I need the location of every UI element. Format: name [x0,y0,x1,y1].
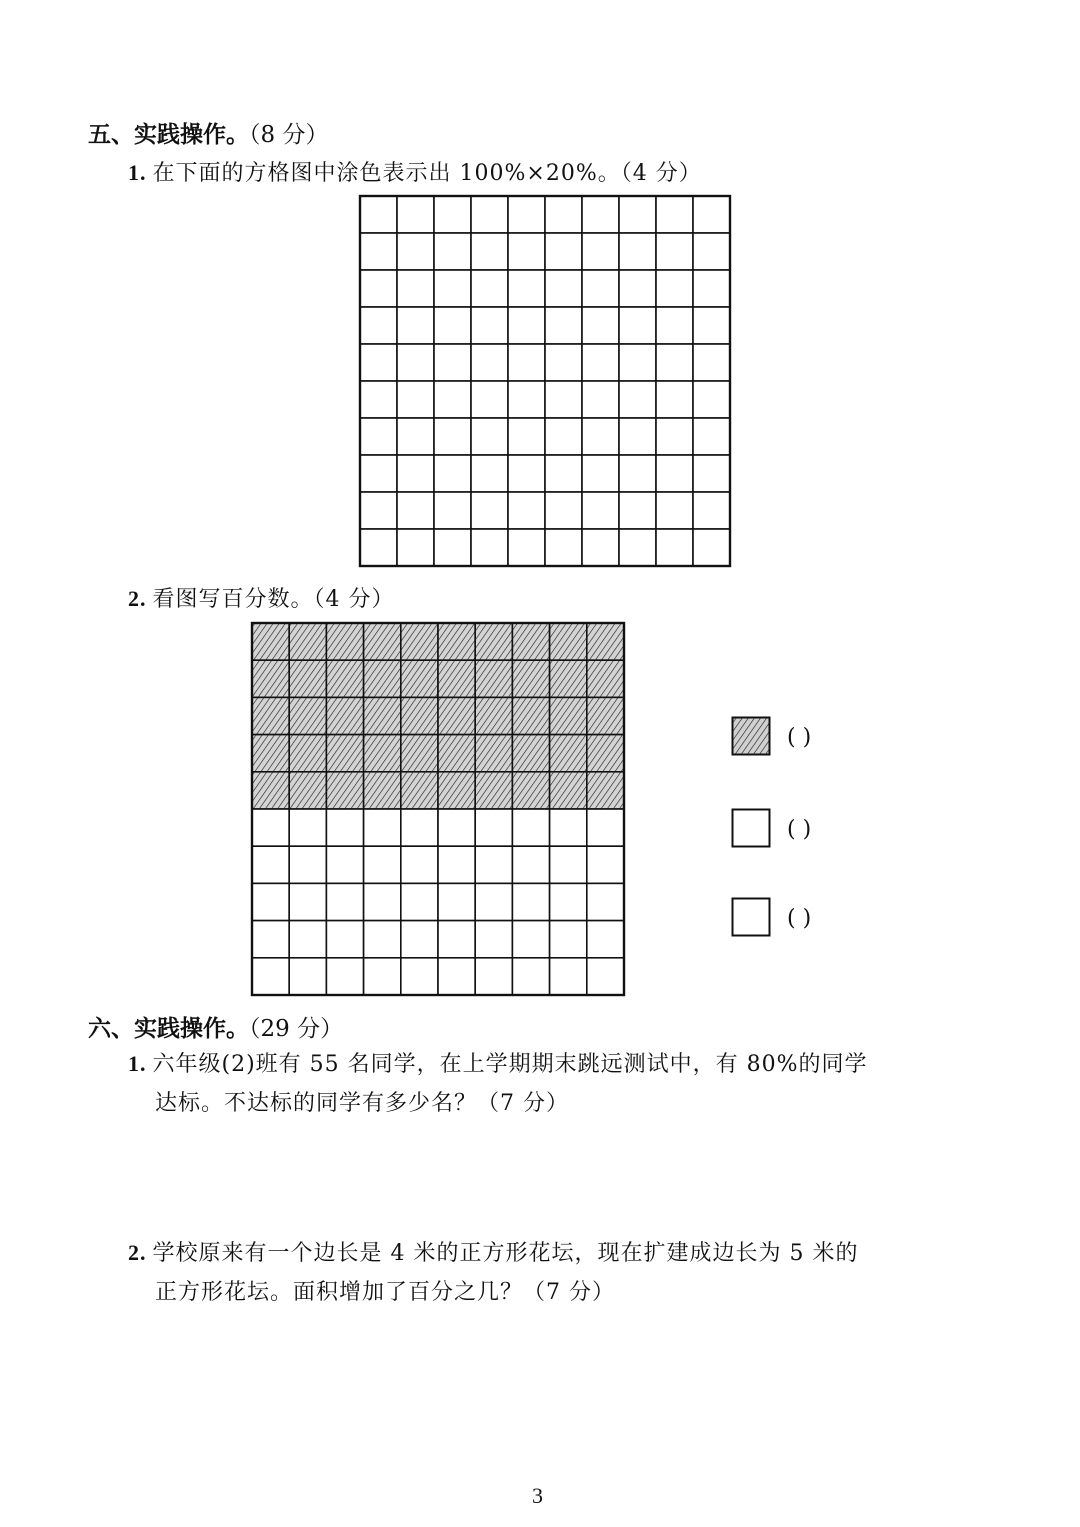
grid-cell[interactable] [656,381,693,418]
grid-cell [438,846,475,883]
question-text-line-1: 六年级(2)班有 55 名同学，在上学期期末跳远测试中，有 80%的同学 [152,1052,868,1077]
grid-cell[interactable] [397,270,434,307]
grid-cell[interactable] [508,455,545,492]
grid-cell[interactable] [434,455,471,492]
grid-cell [475,846,512,883]
grid-cell[interactable] [545,418,582,455]
grid-cell-shaded [587,697,624,734]
grid-cell-shaded [401,735,438,772]
legend-answer-1[interactable]: ( ) [787,725,812,750]
grid-cell[interactable] [397,381,434,418]
grid-cell-shaded [364,623,401,660]
section-6-title [88,1010,343,1043]
grid-cell[interactable] [619,529,656,566]
grid-cell [512,883,549,920]
grid-cell[interactable] [508,492,545,529]
grid-cell [475,883,512,920]
grid-cell-shaded [364,735,401,772]
grid-cell[interactable] [508,196,545,233]
grid-cell[interactable] [434,418,471,455]
grid-cell [364,809,401,846]
grid-cell[interactable] [619,418,656,455]
grid-cell[interactable] [656,418,693,455]
grid-cell[interactable] [434,344,471,381]
grid-cell[interactable] [508,307,545,344]
grid-cell[interactable] [471,418,508,455]
question-text-line-2: 正方形花坛。面积增加了百分之几？（7 分） [155,1280,615,1305]
grid-cell-shaded [401,697,438,734]
grid-cell[interactable] [545,381,582,418]
grid-cell [289,809,326,846]
grid-cell [326,809,363,846]
grid-cell[interactable] [471,344,508,381]
grid-cell [550,846,587,883]
grid-cell[interactable] [434,492,471,529]
grid-cell[interactable] [582,344,619,381]
grid-cell [550,883,587,920]
grid-cell[interactable] [545,233,582,270]
grid-cell[interactable] [582,492,619,529]
grid-cell-shaded [438,697,475,734]
grid-cell-shaded [475,660,512,697]
grid-cell [252,846,289,883]
grid-cell[interactable] [656,529,693,566]
grid-cell-shaded [289,660,326,697]
grid-cell-shaded [550,697,587,734]
grid-cell[interactable] [397,196,434,233]
legend-swatch-blank [731,808,773,850]
grid-cell-shaded [252,772,289,809]
grid-cell[interactable] [545,270,582,307]
grid-cell[interactable] [656,196,693,233]
grid-cell[interactable] [471,529,508,566]
grid-cell [326,921,363,958]
grid-cell-shaded [587,623,624,660]
grid-cell[interactable] [508,418,545,455]
grid-cell[interactable] [582,196,619,233]
grid-cell-shaded [438,735,475,772]
question-5-2 [128,582,395,613]
grid-cell-shaded [252,697,289,734]
grid-cell[interactable] [434,233,471,270]
grid-cell-shaded [438,772,475,809]
grid-cell[interactable] [360,233,397,270]
grid-cell-shaded [289,623,326,660]
grid-cell [326,883,363,920]
question-6-1 [128,1047,868,1078]
grid-cell[interactable] [397,307,434,344]
legend-swatch-hatched [731,716,773,758]
question-text-line-1: 学校原来有一个边长是 4 米的正方形花坛，现在扩建成边长为 5 米的 [152,1241,859,1266]
grid-cell[interactable] [545,455,582,492]
grid-cell[interactable] [582,307,619,344]
grid-cell [401,921,438,958]
grid-cell-shaded [289,735,326,772]
grid-cell[interactable] [693,307,730,344]
grid-cell[interactable] [656,307,693,344]
grid-cell [550,958,587,995]
grid-cell-shaded [252,660,289,697]
grid-cell [364,883,401,920]
grid-cell[interactable] [360,270,397,307]
question-text: 在下面的方格图中涂色表示出 100%×20%。（4 分） [152,161,702,186]
grid-cell[interactable] [693,381,730,418]
grid-cell [289,958,326,995]
grid-cell-shaded [512,735,549,772]
question-text-line-2: 达标。不达标的同学有多少名？（7 分） [155,1091,569,1116]
grid-cell[interactable] [656,344,693,381]
grid-cell [512,921,549,958]
grid-cell[interactable] [619,233,656,270]
grid-cell[interactable] [397,455,434,492]
grid-cell [587,883,624,920]
grid-cell[interactable] [693,233,730,270]
grid-cell [438,883,475,920]
grid-cell-shaded [326,623,363,660]
grid-cell[interactable] [434,196,471,233]
grid-cell-shaded [401,660,438,697]
grid-cell[interactable] [508,344,545,381]
shaded-grid-10x10 [250,621,626,999]
grid-cell[interactable] [693,344,730,381]
grid-cell-shaded [550,772,587,809]
section-5-title [88,116,328,149]
grid-cell [364,958,401,995]
section-6-heading: 六、实践操作。 [88,1016,249,1042]
section-5-points: （8 分） [249,122,329,148]
grid-cell[interactable] [434,307,471,344]
grid-cell [512,958,549,995]
grid-cell-shaded [475,772,512,809]
grid-cell [587,958,624,995]
grid-cell[interactable] [693,270,730,307]
grid-cell-shaded [438,623,475,660]
grid-cell-shaded [512,697,549,734]
grid-cell [550,921,587,958]
legend-answer-2[interactable]: ( ) [787,817,812,842]
grid-cell-shaded [438,660,475,697]
grid-cell[interactable] [582,233,619,270]
grid-cell[interactable] [397,344,434,381]
grid-cell-shaded [512,772,549,809]
grid-cell [252,883,289,920]
grid-cell-shaded [401,772,438,809]
grid-cell[interactable] [619,455,656,492]
grid-cell[interactable] [434,270,471,307]
grid-cell-shaded [512,623,549,660]
grid-cell[interactable] [397,529,434,566]
grid-cell [512,809,549,846]
question-number: 1. [128,160,147,185]
grid-cell-shaded [326,772,363,809]
grid-cell[interactable] [360,344,397,381]
grid-cell[interactable] [508,381,545,418]
question-number: 2. [128,1240,147,1265]
grid-cell[interactable] [471,307,508,344]
blank-grid-10x10[interactable] [358,194,732,570]
grid-cell[interactable] [619,307,656,344]
grid-cell[interactable] [656,455,693,492]
grid-cell[interactable] [360,196,397,233]
grid-cell[interactable] [360,307,397,344]
grid-cell-shaded [364,660,401,697]
grid-cell [252,921,289,958]
grid-cell[interactable] [434,529,471,566]
grid-cell [512,846,549,883]
grid-cell-shaded [289,772,326,809]
grid-cell[interactable] [545,307,582,344]
grid-cell-shaded [587,660,624,697]
grid-cell [289,883,326,920]
grid-cell [289,846,326,883]
grid-cell-shaded [587,735,624,772]
grid-cell[interactable] [471,492,508,529]
grid-cell[interactable] [619,270,656,307]
grid-cell-shaded [512,660,549,697]
grid-cell-shaded [475,697,512,734]
grid-cell[interactable] [582,270,619,307]
grid-cell-shaded [475,623,512,660]
grid-cell-shaded [550,735,587,772]
grid-cell[interactable] [693,455,730,492]
grid-cell-shaded [550,660,587,697]
question-5-1 [128,156,702,187]
grid-cell [401,846,438,883]
grid-cell-shaded [326,735,363,772]
grid-cell [475,958,512,995]
grid-cell-shaded [326,697,363,734]
grid-cell [475,809,512,846]
grid-cell[interactable] [397,492,434,529]
section-6-points: （29 分） [249,1016,344,1042]
grid-cell [587,846,624,883]
grid-cell [401,809,438,846]
grid-cell[interactable] [545,196,582,233]
grid-cell-shaded [550,623,587,660]
grid-cell-shaded [401,623,438,660]
grid-cell [401,883,438,920]
grid-cell[interactable] [434,381,471,418]
grid-cell[interactable] [471,381,508,418]
grid-cell[interactable] [508,529,545,566]
section-5-heading: 五、实践操作。 [88,122,249,148]
grid-cell[interactable] [619,196,656,233]
grid-cell[interactable] [693,196,730,233]
grid-cell [252,809,289,846]
grid-cell[interactable] [619,381,656,418]
grid-cell[interactable] [582,381,619,418]
grid-cell[interactable] [619,492,656,529]
grid-cell[interactable] [693,418,730,455]
grid-cell [326,846,363,883]
grid-cell [587,809,624,846]
grid-cell[interactable] [508,233,545,270]
grid-cell[interactable] [360,492,397,529]
grid-cell-shaded [289,697,326,734]
grid-cell[interactable] [508,270,545,307]
grid-cell [587,921,624,958]
grid-cell-shaded [475,735,512,772]
grid-cell-shaded [252,623,289,660]
grid-cell [550,809,587,846]
grid-cell[interactable] [360,381,397,418]
grid-cell [438,809,475,846]
grid-cell[interactable] [545,492,582,529]
grid-cell[interactable] [545,529,582,566]
grid-cell [475,921,512,958]
grid-cell[interactable] [656,233,693,270]
question-number: 1. [128,1051,147,1076]
question-text: 看图写百分数。（4 分） [152,587,395,612]
legend-swatch-blank [731,897,773,939]
grid-cell[interactable] [360,418,397,455]
grid-cell[interactable] [471,270,508,307]
grid-cell[interactable] [471,196,508,233]
grid-cell-shaded [364,697,401,734]
grid-cell[interactable] [397,233,434,270]
grid-cell [401,958,438,995]
grid-cell[interactable] [471,233,508,270]
grid-cell[interactable] [693,492,730,529]
grid-cell[interactable] [582,455,619,492]
grid-cell[interactable] [582,418,619,455]
grid-cell[interactable] [397,418,434,455]
grid-cell [326,958,363,995]
grid-cell[interactable] [360,455,397,492]
question-number: 2. [128,586,147,611]
grid-cell[interactable] [693,529,730,566]
question-6-2 [128,1236,858,1267]
grid-cell[interactable] [360,529,397,566]
page-number: 3 [532,1483,543,1508]
grid-cell [252,958,289,995]
grid-cell [364,846,401,883]
grid-cell-shaded [587,772,624,809]
grid-cell[interactable] [471,455,508,492]
grid-cell[interactable] [656,492,693,529]
grid-cell[interactable] [545,344,582,381]
grid-cell[interactable] [619,344,656,381]
grid-cell [438,921,475,958]
grid-cell [438,958,475,995]
grid-cell [364,921,401,958]
grid-cell [289,921,326,958]
grid-cell[interactable] [656,270,693,307]
grid-cell-shaded [326,660,363,697]
legend-answer-3[interactable]: ( ) [787,906,812,931]
grid-cell-shaded [364,772,401,809]
grid-cell-shaded [252,735,289,772]
grid-cell[interactable] [582,529,619,566]
